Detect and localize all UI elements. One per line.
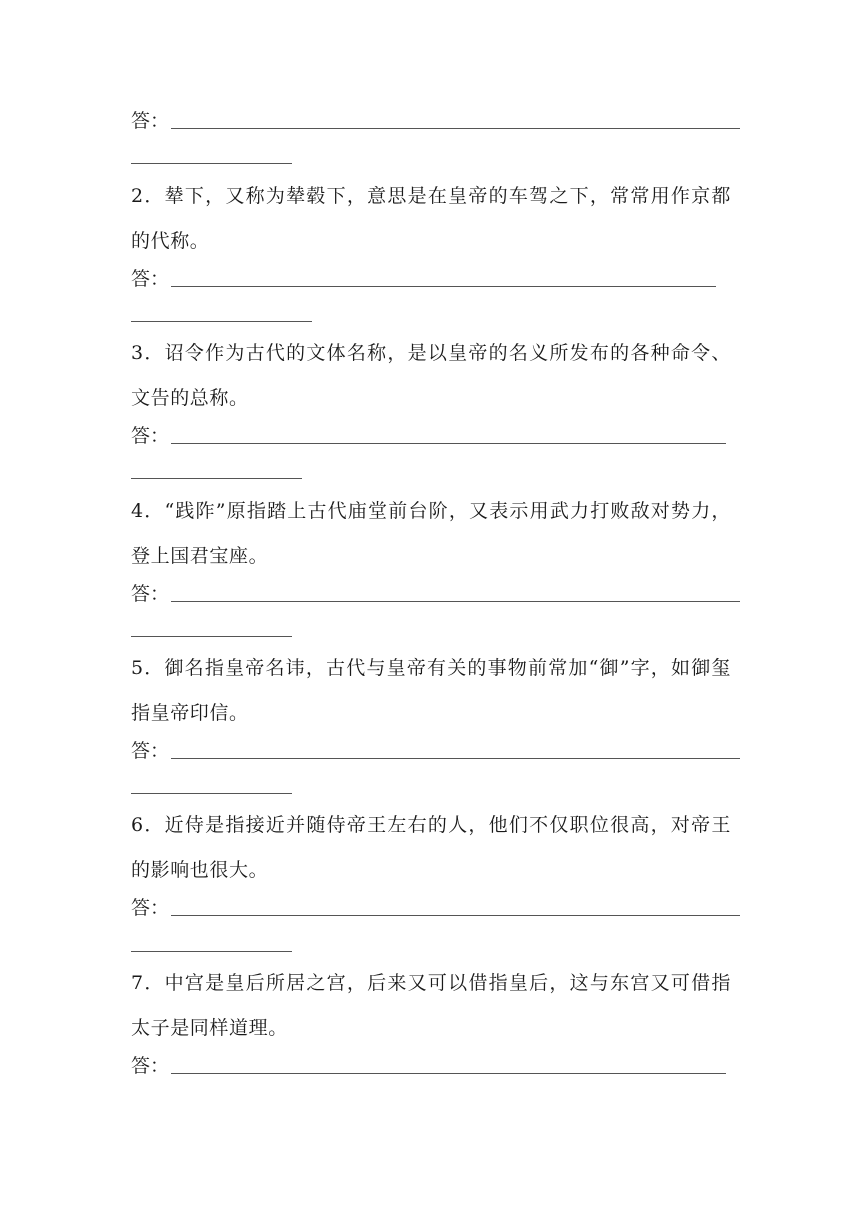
- question-4: 4．“践阼”原指踏上古代庙堂前台阶，又表示用武力打败敌对势力，登上国君宝座。: [131, 500, 731, 567]
- question-2: 2．辇下，又称为辇毂下，意思是在皇帝的车驾之下，常常用作京都的代称。: [131, 185, 731, 252]
- answer-continuation-line[interactable]: [131, 163, 292, 164]
- answer-label: 答：: [131, 897, 170, 919]
- answer-underline[interactable]: [171, 600, 740, 602]
- answer-line-7[interactable]: [131, 1046, 726, 1076]
- answer-label: 答：: [131, 1055, 170, 1077]
- answer-underline[interactable]: [171, 757, 740, 759]
- answer-continuation-line[interactable]: [131, 636, 292, 637]
- answer-continuation-line[interactable]: [131, 321, 312, 322]
- answer-line-5[interactable]: [131, 731, 740, 761]
- answer-continuation-line[interactable]: [131, 793, 292, 794]
- answer-label: 答：: [131, 583, 170, 605]
- answer-label: 答：: [131, 425, 170, 447]
- answer-label: 答：: [131, 740, 170, 762]
- answer-continuation-line[interactable]: [131, 478, 302, 479]
- question-6: 6．近侍是指接近并随侍帝王左右的人，他们不仅职位很高，对帝王的影响也很大。: [131, 814, 731, 881]
- answer-continuation-line[interactable]: [131, 951, 292, 952]
- answer-label: 答：: [131, 110, 170, 132]
- question-3: 3．诏令作为古代的文体名称，是以皇帝的名义所发布的各种命令、文告的总称。: [131, 342, 731, 409]
- answer-underline[interactable]: [171, 285, 716, 287]
- question-5: 5．御名指皇帝名讳，古代与皇帝有关的事物前常加“御”字，如御玺指皇帝印信。: [131, 657, 731, 724]
- answer-label: 答：: [131, 268, 170, 290]
- answer-line-3[interactable]: [131, 416, 726, 446]
- answer-line-4[interactable]: [131, 574, 740, 604]
- question-7: 7．中宫是皇后所居之宫，后来又可以借指皇后，这与东宫又可借指太子是同样道理。: [131, 972, 731, 1039]
- answer-underline[interactable]: [171, 442, 726, 444]
- answer-underline[interactable]: [171, 914, 740, 916]
- answer-line-2[interactable]: [131, 259, 716, 289]
- answer-line-1[interactable]: [131, 101, 740, 131]
- answer-underline[interactable]: [171, 127, 740, 129]
- answer-underline[interactable]: [171, 1072, 726, 1074]
- answer-line-6[interactable]: [131, 888, 740, 918]
